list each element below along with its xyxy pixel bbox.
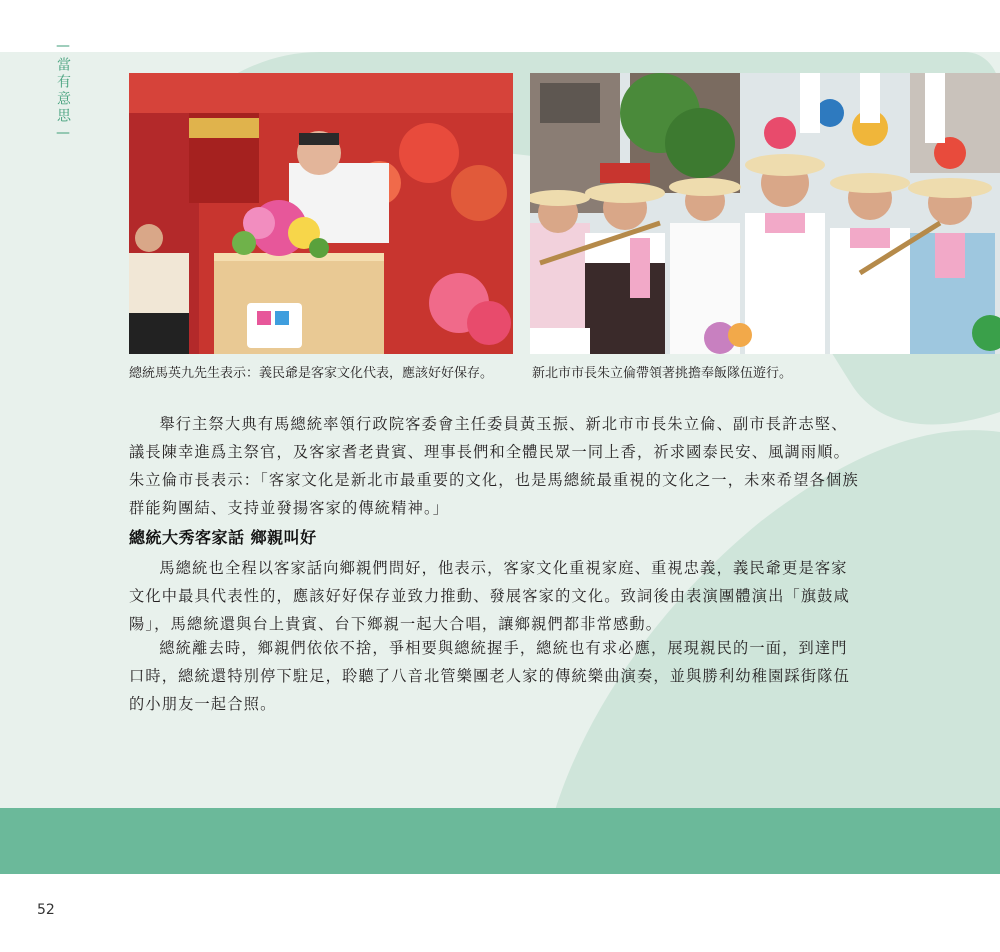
photo-caption: 新北市市長朱立倫帶領著挑擔奉飯隊伍遊行。 [532,366,793,381]
photo-caption: 總統馬英九先生表示：義民爺是客家文化代表，應該好好保存。 [129,366,494,381]
section-heading: 總統大秀客家話 鄉親叫好 [129,528,317,547]
parade-photo [530,73,1000,354]
ma-ying-jeou-speech-photo [129,73,513,354]
body-paragraph: 總統離去時，鄉親們依依不捨，爭相要與總統握手，總統也有求必應，展現親民的一面，到達門口時，總統還特別停下駐足，聆聽了八音北管樂團老人家的傳統樂曲演奏，並與勝利幼稚園踩街隊伍的小朋友一起合照。 [129,639,851,713]
footer-band [0,808,1000,874]
body-paragraph: 舉行主祭大典有馬總統率領行政院客委會主任委員黃玉振、新北市市長朱立倫、副市長許志堅、議長陳幸進爲主祭官，及客家耆老貴賓、理事長們和全體民眾一同上香，祈求國泰民安、風調雨順。朱立倫市長表示：「客家文化是新北市最重要的文化，也是馬總統最重視的文化之一，未來希望各個族群能夠團結、支持並發揚客家的傳統精神。」 [129,415,859,517]
page-number: 52 [37,902,55,918]
body-paragraph: 馬總統也全程以客家話向鄉親們問好，他表示，客家文化重視家庭、重視忠義，義民爺更是客家文化中最具代表性的，應該好好保存並致力推動、發展客家的文化。致詞後由表演團體演出「旗鼓咸陽」，馬總統還與台上貴賓、台下鄉親一起大合唱，讓鄉親們都非常感動。 [129,559,851,633]
side-title: —當有意思— [55,38,71,144]
